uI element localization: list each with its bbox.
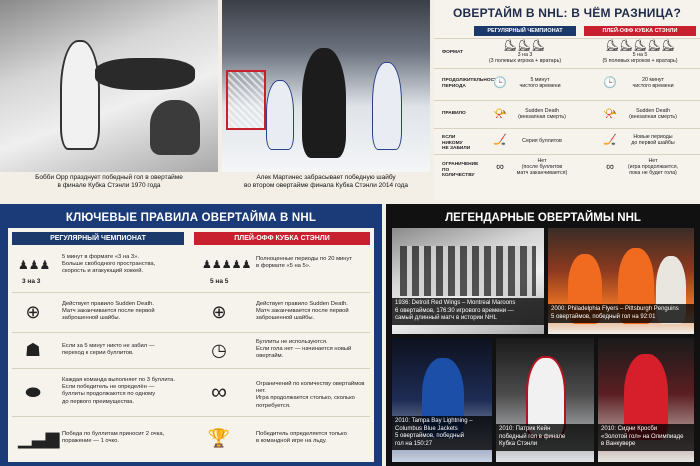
- rules-header-playoff: ПЛЕЙ-ОФФ КУБКА СТЭНЛИ: [194, 232, 370, 245]
- caption-bobby-orr: Бобби Орр празднует победный гол в овертайме в финале Кубка Стэнли 1970 года: [35, 174, 183, 189]
- comparison-cell-regular: Нет (после буллитов матч заканчивается): [516, 158, 568, 176]
- comparison-row-limit: [434, 154, 700, 186]
- caption-alec-martinez: Алек Мартинес забрасывает победную шайбу во втором овертайме финала Кубка Стэнли 2014 года: [243, 174, 409, 189]
- comparison-row-no-goal: [434, 128, 700, 152]
- rules-regular-text: 5 минут в формате «3 на 3». Больше свободного пространства, скорость и атакующий хоккей.: [62, 254, 156, 275]
- comparison-row-format: [434, 38, 700, 66]
- players-3-icon: ⛸⛸⛸: [503, 40, 545, 52]
- rules-playoff-text: Полноценные периоды по 20 минут в формате «5 на 5».: [256, 256, 353, 270]
- rules-card: [8, 228, 374, 462]
- rules-playoff-text: Буллиты не используются. Если гола нет — начинается новый овертайм.: [256, 339, 352, 360]
- clock-icon: ◷: [211, 340, 227, 360]
- infinity-icon: ∞: [211, 379, 227, 404]
- legends-panel: [386, 204, 700, 466]
- comparison-cell-playoff: Новые периоды до первой шайбы: [631, 134, 675, 146]
- hockey-stick-icon: 🏒: [493, 134, 507, 146]
- comparison-title: ОВЕРТАЙМ В NHL: В ЧЁМ РАЗНИЦА?: [452, 6, 681, 20]
- goalie-mask-icon: ☗: [24, 340, 42, 360]
- comparison-cell-regular: Sudden Death (внезапная смерть): [518, 108, 566, 120]
- player-figure-flying: [95, 58, 195, 90]
- hockey-stick-icon: 🏒: [603, 134, 617, 146]
- comparison-row-duration: [434, 68, 700, 98]
- goal-net: [226, 70, 266, 130]
- rules-regular-text: Действует правило Sudden Death. Матч заканчивается после первой заброшенной шайбы.: [62, 301, 155, 322]
- rules-regular-text: Если за 5 минут никто не забил — переход к серии буллитов.: [62, 343, 155, 357]
- comparison-cell-playoff: Нет (игра продолжается, пока не будет гола): [627, 158, 679, 176]
- comparison-cell-playoff: 20 минут чистого времени: [632, 77, 674, 89]
- players-3-icon: ♟♟♟: [18, 258, 51, 272]
- rules-row-points: [12, 416, 370, 460]
- comparison-cell-playoff: Sudden Death (внезапная смерть): [629, 108, 677, 120]
- trophy-icon: 🏆: [207, 428, 231, 448]
- comparison-panel: [434, 0, 700, 200]
- target-icon: ⊕: [25, 302, 41, 322]
- rules-row-sudden-death: [12, 292, 370, 332]
- infinity-icon: ∞: [496, 161, 504, 173]
- whistle-icon: 📯: [603, 108, 617, 120]
- comparison-cell-regular: Серия буллитов: [522, 138, 562, 144]
- rules-title: КЛЮЧЕВЫЕ ПРАВИЛА ОВЕРТАЙМА В NHL: [65, 212, 317, 224]
- legend-caption-lightning: 2010: Tampa Bay Lightning – Columbus Blue Jackets 5 овертаймов, победный гол на 150:27: [392, 416, 492, 450]
- photo-bobby-orr: [0, 0, 218, 172]
- rules-playoff-text: Ограничений по количеству овертаймов нет. Игра продолжается столько, сколько потребуется.: [256, 381, 365, 409]
- rules-panel: [0, 204, 382, 466]
- comparison-row-label: ЕСЛИ НИКОМУ НЕ ЗАБИЛИ: [442, 135, 471, 151]
- comparison-header-regular: РЕГУЛЯРНЫЙ ЧЕМПИОНАТ: [474, 26, 576, 36]
- comparison-header-playoff: ПЛЕЙ-ОФФ КУБКА СТЭНЛИ: [584, 26, 696, 36]
- comparison-row-label: ПРОДОЛЖИТЕЛЬНОСТЬ ПЕРИОДА: [442, 78, 501, 89]
- legend-caption-2000: 2000: Philadelphia Flyers – Pittsburgh Penguins 5 овертаймов, победный гол на 92:01: [548, 304, 694, 323]
- player-figure-kings: [302, 48, 346, 158]
- rules-playoff-sub: 5 на 5: [210, 278, 229, 285]
- player-figure: [60, 40, 100, 150]
- photo-alec-martinez: [222, 0, 430, 172]
- whistle-icon: 📯: [493, 108, 507, 120]
- goalie-figure: [150, 100, 200, 155]
- rules-playoff-text: Действует правило Sudden Death. Матч заканчивается после первой заброшенной шайбы.: [256, 301, 349, 322]
- legend-caption-kane: 2010: Патрик Кейн победный гол в финале Кубка Стэнли: [496, 424, 594, 451]
- comparison-row-label: ОГРАНИЧЕНИЕ ПО КОЛИЧЕСТВУ: [442, 162, 479, 178]
- puck-icon: ⬬: [25, 382, 41, 402]
- comparison-cell-playoff: 5 на 5 (5 полевых игроков + вратарь): [602, 52, 678, 64]
- legend-caption-crosby: 2010: Сидни Кросби «Золотой гол» на Олимпиаде в Ванкувере: [598, 424, 694, 451]
- rules-row-format: [12, 248, 370, 292]
- infinity-icon: ∞: [606, 161, 614, 173]
- target-icon: ⊕: [211, 302, 227, 322]
- team-rows: [400, 246, 536, 296]
- player-figure-rangers-2: [372, 62, 402, 150]
- legends-title: ЛЕГЕНДАРНЫЕ ОВЕРТАЙМЫ NHL: [445, 212, 641, 224]
- clock-icon: 🕒: [603, 77, 617, 89]
- rules-playoff-text: Победитель определяется только в командной игре на льду.: [256, 431, 347, 445]
- rules-header-regular: РЕГУЛЯРНЫЙ ЧЕМПИОНАТ: [12, 232, 184, 245]
- comparison-row-rule: [434, 100, 700, 126]
- rules-regular-sub: 3 на 3: [22, 278, 41, 285]
- rules-regular-text: Каждая команда выполняет по 3 буллита. Если победитель не определён — буллиты продолжаются по одному до первого преимущества.: [62, 377, 175, 405]
- rules-row-shootout: [12, 368, 370, 416]
- player-figure-rangers-1: [266, 80, 294, 150]
- clock-icon: 🕒: [493, 77, 507, 89]
- comparison-row-label: ФОРМАТ: [442, 50, 464, 55]
- comparison-cell-regular: 3 на 3 (3 полевых игрока + вратарь): [488, 52, 562, 64]
- rules-regular-text: Победа по буллитам приносит 2 очка, поражение — 1 очко.: [62, 431, 165, 445]
- comparison-row-label: ПРАВИЛО: [442, 111, 466, 116]
- players-5-icon: ♟♟♟♟♟: [202, 259, 252, 271]
- bar-chart-icon: ▁▃▆: [18, 428, 60, 448]
- comparison-cell-regular: 5 минут чистого времени: [519, 77, 561, 89]
- rules-row-after-overtime: [12, 332, 370, 368]
- legend-caption-1936: 1936: Detroit Red Wings – Montreal Maroons 6 овертаймов, 176:30 игрового времени — самый длинный матч в истории NHL: [392, 298, 544, 325]
- players-5-icon: ⛸⛸⛸⛸⛸: [605, 40, 675, 52]
